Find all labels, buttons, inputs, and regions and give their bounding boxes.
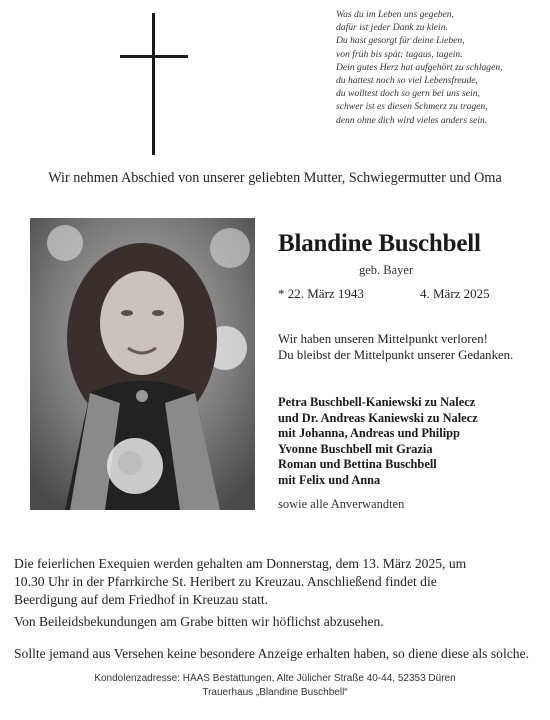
poem-line: schwer ist es diesen Schmerz zu tragen, bbox=[336, 101, 488, 113]
message bbox=[278, 331, 513, 363]
poem bbox=[336, 8, 546, 127]
portrait-photo bbox=[30, 218, 255, 510]
family-line: Petra Buschbell-Kaniewski zu Nalecz bbox=[278, 395, 476, 409]
deceased-name: Blandine Buschbell bbox=[278, 230, 481, 257]
relatives-text: sowie alle Anverwandten bbox=[278, 497, 405, 511]
funeral-info-line: Die feierlichen Exequien werden gehalten am Donnerstag, dem 13. März 2025, um bbox=[14, 556, 467, 571]
family-line: und Dr. Andreas Kaniewski zu Nalecz bbox=[278, 410, 478, 425]
cross-horizontal-bar bbox=[120, 55, 188, 58]
intro-text: Wir nehmen Abschied von unserer geliebten Mutter, Schwiegermutter und Oma bbox=[48, 170, 502, 186]
family-line: Yvonne Buschbell mit Grazia bbox=[278, 441, 433, 456]
funeral-info-line: 10.30 Uhr in der Pfarrkirche St. Heribert zu Kreuzau. Anschließend findet die bbox=[14, 574, 437, 589]
cross-vertical-bar bbox=[152, 13, 155, 155]
family-line: mit Felix und Anna bbox=[278, 472, 381, 487]
condolence-address bbox=[0, 672, 550, 699]
birth-name: geb. Bayer bbox=[359, 263, 414, 277]
funeral-info bbox=[14, 555, 544, 609]
poem-line: dafür ist jeder Dank zu klein. bbox=[336, 22, 448, 34]
condolence-note: Von Beileidsbekundungen am Grabe bitten wir höflichst abzusehen. bbox=[14, 614, 384, 629]
condolence-address-line: Trauerhaus „Blandine Buschbell“ bbox=[202, 686, 348, 698]
notice-note: Sollte jemand aus Versehen keine besondere Anzeige erhalten haben, so diene diese als solche. bbox=[14, 646, 530, 661]
funeral-info-line: Beerdigung auf dem Friedhof in Kreuzau statt. bbox=[14, 592, 269, 607]
family-line: mit Johanna, Andreas und Philipp bbox=[278, 426, 460, 441]
family-line: Roman und Bettina Buschbell bbox=[278, 457, 437, 472]
message-line: Wir haben unseren Mittelpunkt verloren! bbox=[278, 332, 488, 346]
poem-line: von früh bis spät: tagaus, tagein. bbox=[336, 48, 463, 60]
message-line: Du bleibst der Mittelpunkt unserer Gedanken. bbox=[278, 348, 514, 362]
family-list bbox=[278, 395, 478, 489]
poem-line: du hattest noch so viel Lebensfreude, bbox=[336, 75, 478, 87]
poem-line: du wolltest doch so gern bei uns sein, bbox=[336, 88, 480, 100]
poem-line: Du hast gesorgt für deine Lieben, bbox=[336, 35, 465, 47]
poem-line: denn ohne dich wird vieles anders sein. bbox=[336, 114, 488, 126]
death-date: 4. März 2025 bbox=[420, 286, 490, 301]
condolence-address-line: Kondolenzadresse: HAAS Bestattungen, Alte Jülicher Straße 40-44, 52353 Düren bbox=[94, 673, 456, 684]
birth-date: * 22. März 1943 bbox=[278, 286, 364, 301]
poem-line: Dein gutes Herz hat aufgehört zu schlagen, bbox=[336, 61, 503, 73]
poem-line: Was du im Leben uns gegeben, bbox=[336, 9, 454, 20]
